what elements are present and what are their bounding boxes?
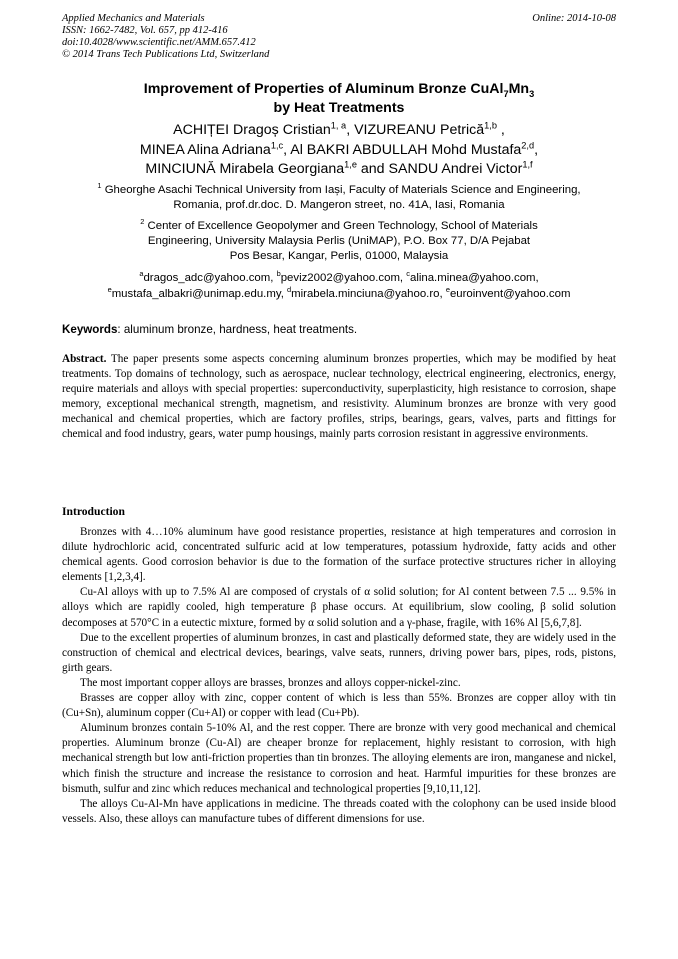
author-5-affil: 1,e (344, 159, 357, 170)
author-6: SANDU Andrei Victor (388, 161, 523, 177)
paragraph: Brasses are copper alloy with zinc, copper content of which is less than 55%. Bronzes are copper alloy with tin (Cu+Sn), aluminum copper (Cu+Al) or copper with lead (Cu+Pb). (62, 692, 616, 720)
email-b[interactable]: peviz2002@yahoo.com, (280, 272, 404, 284)
abstract-text: The paper presents some aspects concerning aluminum bronzes properties, which may be modified by heat treatments. Top domains of technology, such as aerospace, nuclear technology, electrical engineering, electronics, energy, require materials and alloys with special properties: superconductivity, superplasticity, high resistance to corrosion, shape memory, exceptional mechanical strength, magnetism, and resistivity. Aluminum bronzes are bronze with very good mechanical and chemical properties, which are factory profiles, strips, bearings, gears, valves, parts and fittings for chemical and food industry, gears, water pump housings, mainly parts corrosion resistant in aggressive environments. (62, 353, 616, 441)
title-subscript-al: 7 (503, 88, 509, 99)
affiliation-2-number: 2 (140, 217, 145, 227)
author-emails (62, 270, 616, 302)
author-list: ACHIȚEI Dragoș Cristian$^{1, a}$, VIZUREANU Petrică$^{1,b}$ , MINEA Alina Adriana$^{1,c}$, Al BAKRI ABDULLAH Mohd Mustafa$^{2,d}$, MINCIUNĂ Mirabela Georgiana$^{1,e}$ and SANDU Andrei Victor$^{1,f}$ (139, 120, 539, 177)
paragraph: The alloys Cu-Al-Mn have applications in medicine. The threads coated with the colophony can be used inside blood vessels. Also, these alloys can manufacture tubes of different dimensions for use. (62, 797, 616, 825)
author-1: ACHIȚEI Dragoș Cristian (173, 122, 331, 138)
affiliation-2-line1: Center of Excellence Geopolymer and Green Technology, School of Materials (147, 220, 538, 232)
email-c-marker: c (406, 269, 410, 279)
author-3-affil: 1,c (270, 139, 284, 150)
affiliation-2-line3: Pos Besar, Kangar, Perlis, 01000, Malaysia (229, 250, 449, 262)
title-line1: Improvement of Properties of Aluminum Bronze CuAl (143, 81, 504, 97)
author-3: MINEA Alina Adriana (139, 141, 271, 158)
doi-line: doi:10.4028/www.scientific.net/AMM.657.412 (62, 37, 256, 48)
issn-line: ISSN: 1662-7482, Vol. 657, pp 412-416 (62, 25, 228, 36)
email-e-marker: e (107, 285, 112, 295)
author-6-affil: 1,f (522, 159, 533, 170)
email-f-marker: e (445, 285, 450, 295)
paper-title (62, 80, 616, 117)
author-4: Al BAKRI ABDULLAH Mohd Mustafa (290, 141, 522, 158)
title-subscript-mn: 3 (529, 88, 535, 99)
author-2-affil: 1,b (484, 120, 497, 131)
email-e[interactable]: mustafa_albakri@unimap.edu.my, (111, 288, 284, 300)
affiliation-1 (62, 183, 616, 213)
author-2: VIZUREANU Petrică (354, 122, 485, 138)
author-and: and (360, 161, 385, 177)
affiliation-1-line1: Gheorghe Asachi Technical University from Iași, Faculty of Materials Science and Engineering, (104, 184, 581, 196)
journal-header (62, 13, 616, 61)
keywords-text: : aluminum bronze, hardness, heat treatments. (117, 323, 358, 336)
keywords (62, 322, 616, 337)
title-mn: Mn (508, 81, 530, 97)
journal-name: Applied Mechanics and Materials (62, 13, 205, 24)
abstract (62, 352, 616, 443)
paragraph: Due to the excellent properties of aluminum bronzes, in cast and plastically deformed state, they are widely used in the construction of chemical and electrical devices, bearings, valve seats, runners, driving power bars, pipes, rods, pistons, girth gears. (62, 631, 616, 674)
author-4-affil: 2,d (521, 139, 535, 150)
online-date: Online: 2014-10-08 (532, 13, 616, 24)
author-5: MINCIUNĂ Mirabela Georgiana (145, 161, 345, 177)
copyright-line: © 2014 Trans Tech Publications Ltd, Switzerland (62, 49, 270, 60)
affiliation-1-number: 1 (97, 181, 102, 191)
paragraph: Aluminum bronzes contain 5-10% Al, and the rest copper. There are bronze with very good mechanical and chemical properties. Aluminum bronze (Cu-Al) are cheaper bronze for replacement, highly resistant to corrosion, with high mechanical strength but low anti-friction properties than tin bronzes. The alloying elements are iron, manganese and nickel, which finish the structure and increase the resistance to corrosion and heat. Harmful impurities for these bronzes are bismuth, sulfur and zinc which reduces mechanical and technological properties [9,10,11,12]. (62, 722, 616, 795)
author-1-affil: 1, a (330, 120, 347, 131)
introduction-heading: Introduction (62, 505, 125, 518)
email-c[interactable]: alina.minea@yahoo.com, (409, 272, 539, 284)
affiliation-2 (62, 219, 616, 264)
introduction-body (62, 525, 616, 827)
email-b-marker: b (276, 269, 281, 279)
email-a[interactable]: dragos_adc@yahoo.com, (143, 272, 274, 284)
paragraph: Bronzes with 4…10% aluminum have good resistance properties, resistance at high temperatures and corrosion in dilute hydrochloric acid, concentrated sulfuric acid at low temperatures, potassium hydroxide, fatty acids and other chemical agents. Good corrosion behavior is due to the formation of the surface protective structures richer in alloying elements [1,2,3,4]. (62, 526, 616, 584)
affiliation-1-line2: Romania, prof.dr.doc. D. Mangeron street, no. 41A, Iasi, Romania (173, 199, 505, 211)
email-a-marker: a (139, 269, 144, 279)
title-line2: by Heat Treatments (273, 99, 405, 116)
paragraph: Cu-Al alloys with up to 7.5% Al are composed of crystals of α solid solution; for Al content between 7.5 ... 9.5% in alloys which are rapidly cooled, high temperature β phase occurs. At equilibrium, slow cooling, β solid solution decomposes at 570°C in a eutectic mixture, formed by α solid solution and a γ-phase, fragile, with 16% Al [5,6,7,8]. (62, 586, 616, 629)
email-f[interactable]: euroinvent@yahoo.com (449, 288, 571, 300)
paragraph: The most important copper alloys are brasses, bronzes and alloys copper-nickel-zinc. (80, 676, 461, 689)
abstract-label: Abstract. (62, 353, 107, 365)
keywords-label: Keywords (62, 323, 118, 336)
email-d-marker: d (287, 285, 292, 295)
email-d[interactable]: mirabela.minciuna@yahoo.ro, (291, 288, 443, 300)
affiliation-2-line2: Engineering, University Malaysia Perlis (UniMAP), P.O. Box 77, D/A Pejabat (147, 235, 531, 247)
